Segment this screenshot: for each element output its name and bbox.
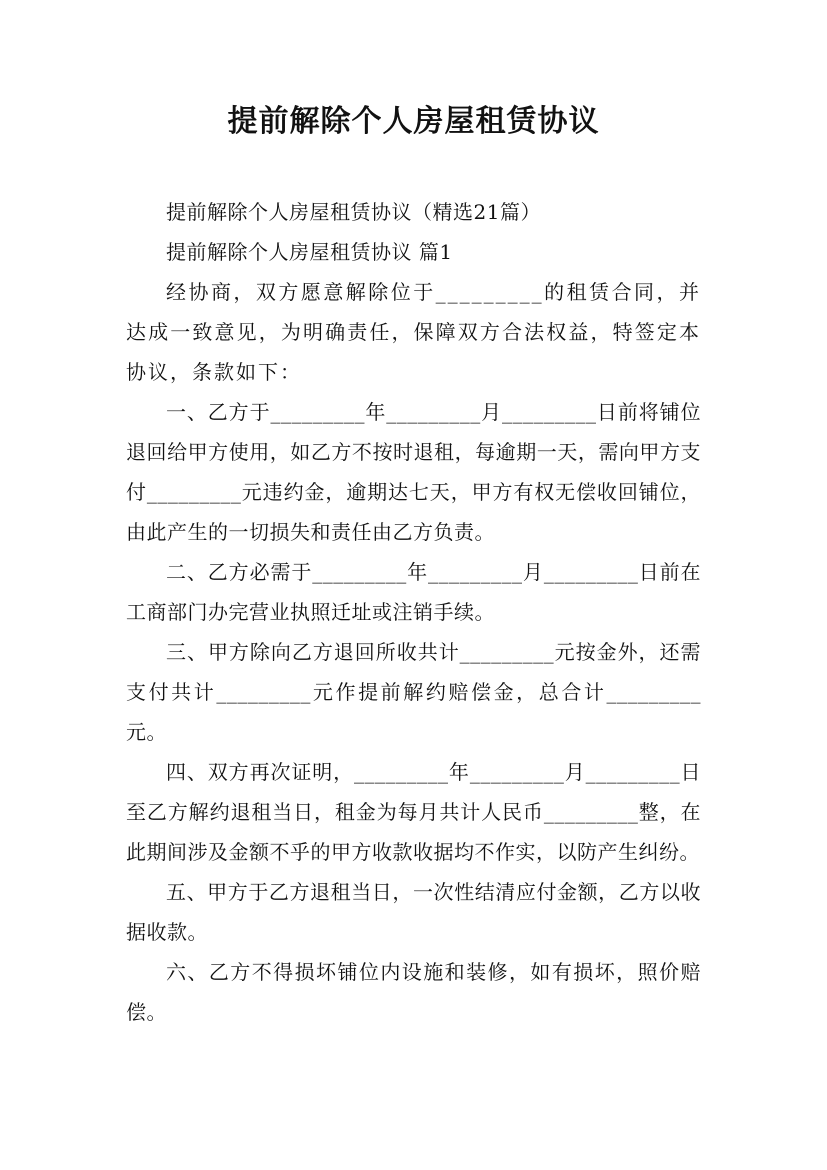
paragraph-intro: 经协商，双方愿意解除位于_________的租赁合同，并达成一致意见，为明确责任，保障双方合法权益，特签定本协议，条款如下： [126,280,701,384]
paragraph-subtitle: 提前解除个人房屋租赁协议（精选21篇） [166,200,541,224]
paragraph-clause-3: 三、甲方除向乙方退回所收共计_________元按金外，还需支付共计_________元作提前解约赔偿金，总合计_________元。 [126,640,701,744]
paragraph-section-heading: 提前解除个人房屋租赁协议 篇1 [166,240,453,264]
document-title: 提前解除个人房屋租赁协议 [227,104,600,139]
paragraph-clause-4: 四、双方再次证明，_________年_________月_________日至乙方解约退租当日，租金为每月共计人民币_________整，在此期间涉及金额不乎的甲方收款收据均不作实，以防产生纠纷。 [126,760,701,864]
paragraph-clause-6: 六、乙方不得损坏铺位内设施和装修，如有损坏，照价赔偿。 [126,960,701,1024]
document-body [126,192,701,1032]
paragraph-clause-1: 一、乙方于_________年_________月_________日前将铺位退回给甲方使用，如乙方不按时退租，每逾期一天，需向甲方支付_________元违约金，逾期达七天，甲方有权无偿收回铺位，由此产生的一切损失和责任由乙方负责。 [126,400,701,544]
paragraph-clause-2: 二、乙方必需于_________年_________月_________日前在工商部门办完营业执照迁址或注销手续。 [126,560,701,624]
paragraph-clause-5: 五、甲方于乙方退租当日，一次性结清应付金额，乙方以收据收款。 [126,880,701,944]
